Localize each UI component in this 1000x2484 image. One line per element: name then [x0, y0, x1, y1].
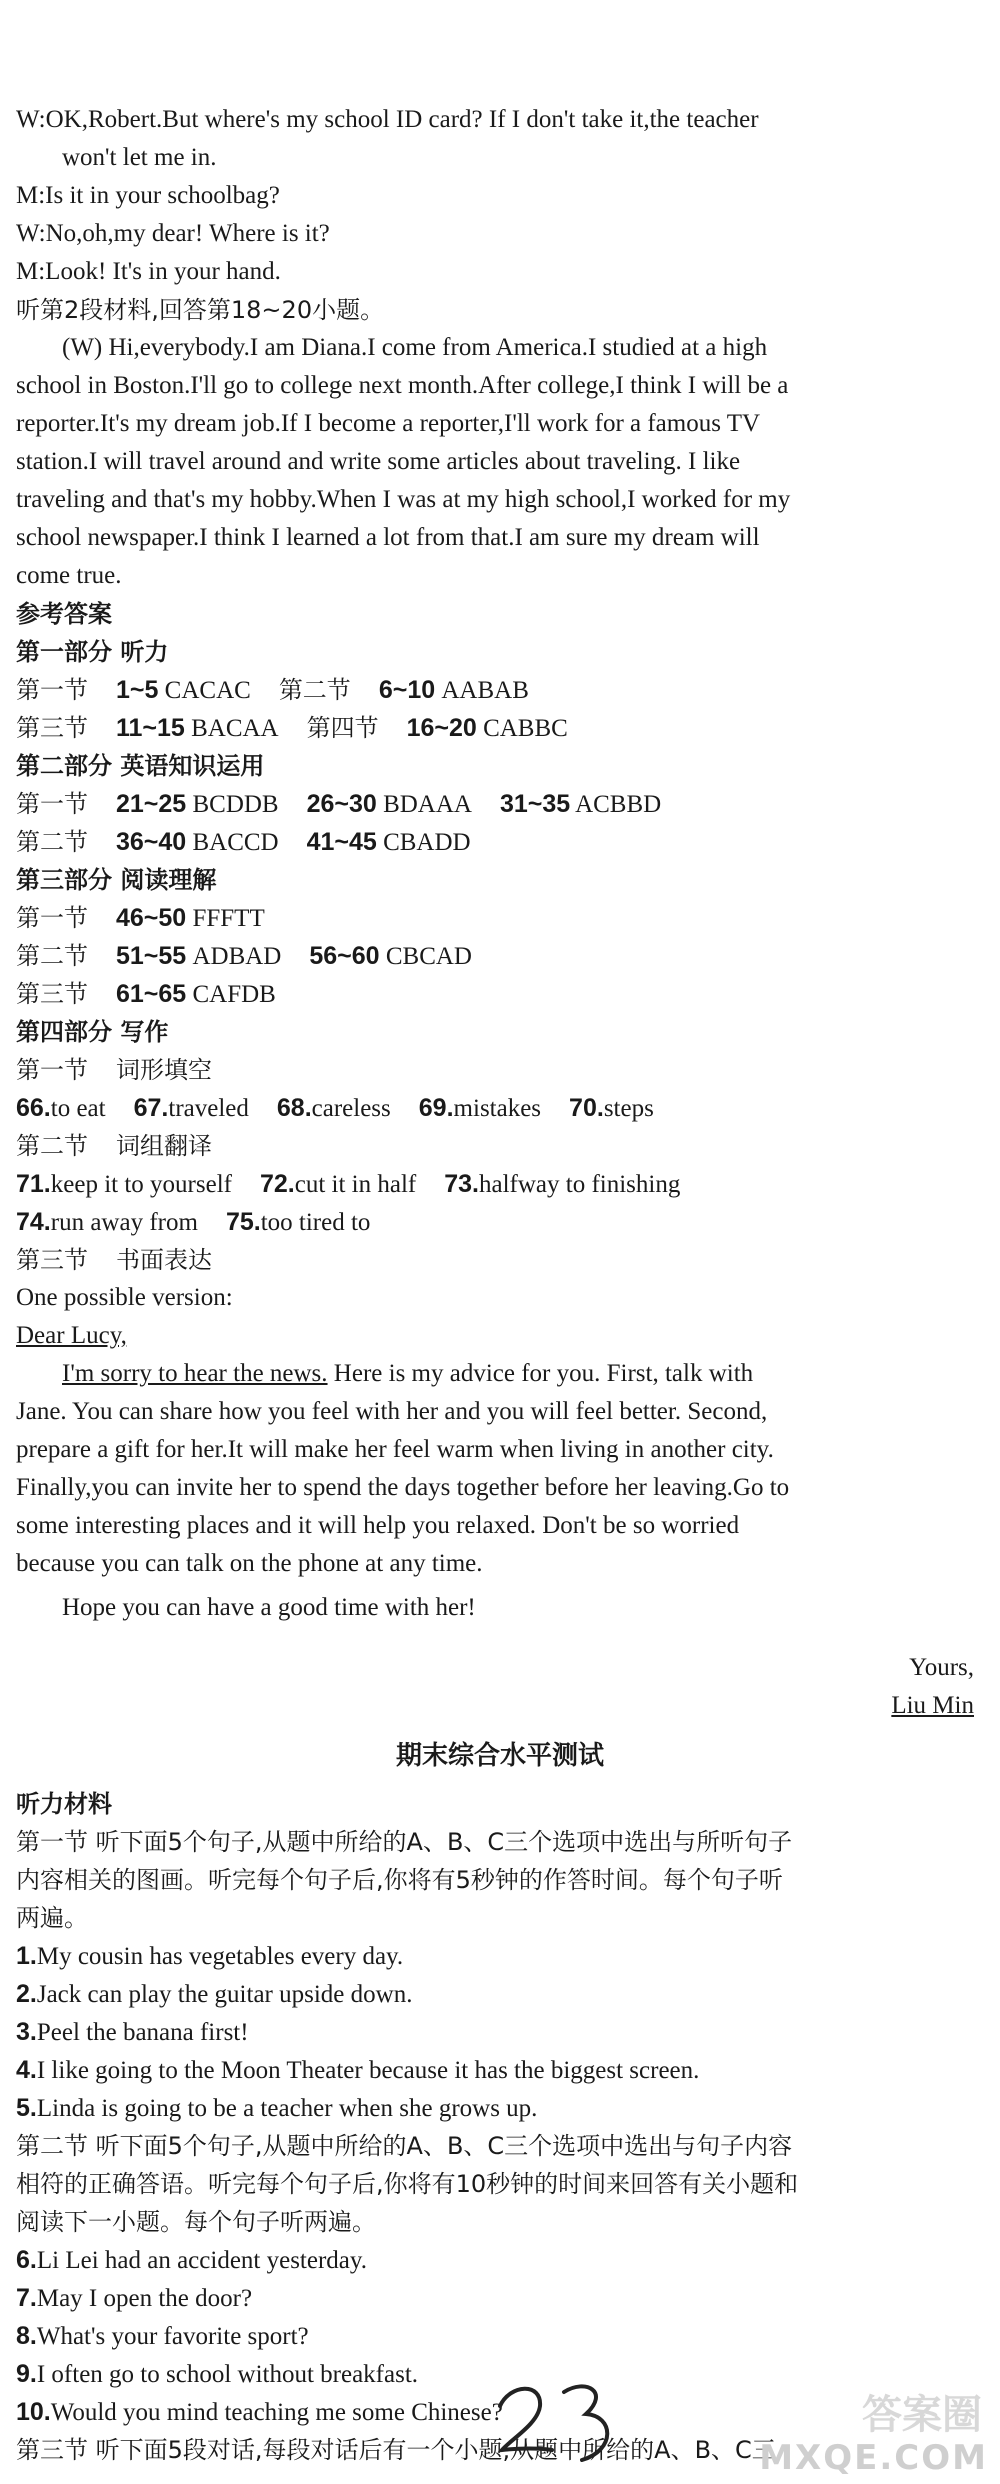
essay-line: I'm sorry to hear the news. Here is my advice for you. First, talk with: [62, 1360, 754, 1387]
essay-signature: Liu Min: [891, 1692, 974, 1719]
watermark-logo: 答案圈: [862, 2392, 982, 2438]
dialogue-line: M:Look! It's in your hand.: [16, 258, 281, 285]
instruction-line: 第一节 听下面5个句子,从题中所给的A、B、C三个选项中选出与所听句子: [16, 1828, 793, 1856]
handwritten-page-number: [490, 2370, 630, 2470]
answer-row: 74.run away from 75.too tired to: [16, 1208, 371, 1236]
instruction-line: 阅读下一小题。每个句子听两遍。: [16, 2208, 376, 2236]
dialogue-line: won't let me in.: [62, 144, 217, 171]
essay-greeting: Dear Lucy,: [16, 1322, 127, 1349]
list-item: 1.My cousin has vegetables every day.: [16, 1942, 404, 1970]
passage-line: (W) Hi,everybody.I am Diana.I come from America.I studied at a high: [62, 334, 768, 361]
section-heading: 第三节 书面表达: [16, 1246, 212, 1274]
instruction-line: 相符的正确答语。听完每个句子后,你将有10秒钟的时间来回答有关小题和: [16, 2170, 799, 2198]
passage-line: school in Boston.I'll go to college next month.After college,I think I will be a: [16, 372, 789, 399]
passage-line: station.I will travel around and write some articles about traveling. I like: [16, 448, 741, 475]
dialogue-line: M:Is it in your schoolbag?: [16, 182, 280, 209]
answer-row: 第三节 61~65 CAFDB: [16, 980, 276, 1008]
watermark-text: MXQE.COM: [759, 2438, 988, 2478]
answer-row: 第一节 1~5 CACAC 第二节 6~10 AABAB: [16, 676, 529, 704]
answer-row: 第二节 36~40 BACCD 41~45 CBADD: [16, 828, 471, 856]
dialogue-line: W:OK,Robert.But where's my school ID card? If I don't take it,the teacher: [16, 106, 759, 133]
passage-line: reporter.It's my dream job.If I become a reporter,I'll work for a famous TV: [16, 410, 761, 437]
answer-row: 71.keep it to yourself 72.cut it in half 73.halfway to finishing: [16, 1170, 681, 1198]
passage-line: traveling and that's my hobby.When I was at my high school,I worked for my: [16, 486, 791, 513]
part-heading: 第一部分 听力: [16, 638, 169, 666]
answer-row: 第二节 51~55 ADBAD 56~60 CBCAD: [16, 942, 472, 970]
part-heading: 第三部分 阅读理解: [16, 866, 217, 894]
essay-closing: Yours,: [909, 1654, 974, 1681]
instruction-line: 第二节 听下面5个句子,从题中所给的A、B、C三个选项中选出与句子内容: [16, 2132, 793, 2160]
list-item: 7.May I open the door?: [16, 2284, 253, 2312]
list-item: 10.Would you mind teaching me some Chinese?: [16, 2398, 503, 2426]
instruction-line: 两遍。: [16, 1904, 88, 1932]
dialogue-line: W:No,oh,my dear! Where is it?: [16, 220, 330, 247]
essay-line: prepare a gift for her.It will make her feel warm when living in another city.: [16, 1436, 774, 1463]
section-heading: 第一节 词形填空: [16, 1056, 212, 1084]
instruction-line: 听第2段材料,回答第18~20小题。: [16, 296, 385, 324]
essay-line: Jane. You can share how you feel with her and you will feel better. Second,: [16, 1398, 768, 1425]
essay-line: some interesting places and it will help you relaxed. Don't be so worried: [16, 1512, 740, 1539]
answers-title: 参考答案: [16, 600, 112, 628]
list-item: 2.Jack can play the guitar upside down.: [16, 1980, 413, 2008]
list-item: 4.I like going to the Moon Theater because it has the biggest screen.: [16, 2056, 700, 2084]
instruction-line: 内容相关的图画。听完每个句子后,你将有5秒钟的作答时间。每个句子听: [16, 1866, 783, 1894]
answer-row: 第一节 46~50 FFFTT: [16, 904, 265, 932]
list-item: 8.What's your favorite sport?: [16, 2322, 309, 2350]
passage-line: come true.: [16, 562, 122, 589]
material-heading: 听力材料: [16, 1790, 112, 1818]
part-heading: 第二部分 英语知识运用: [16, 752, 265, 780]
essay-line: Finally,you can invite her to spend the days together before her leaving.Go to: [16, 1474, 790, 1501]
answer-row: 第一节 21~25 BCDDB 26~30 BDAAA 31~35 ACBBD: [16, 790, 662, 818]
essay-line: Hope you can have a good time with her!: [62, 1594, 476, 1621]
list-item: 6.Li Lei had an accident yesterday.: [16, 2246, 368, 2274]
list-item: 5.Linda is going to be a teacher when she grows up.: [16, 2094, 538, 2122]
instruction-line: 第三节 听下面5段对话,每段对话后有一个小题,从题中所给的A、B、C三: [16, 2436, 776, 2464]
answer-row: 66.to eat 67.traveled 68.careless 69.mistakes 70.steps: [16, 1094, 654, 1122]
answer-row: 第三节 11~15 BACAA 第四节 16~20 CABBC: [16, 714, 568, 742]
essay-line: because you can talk on the phone at any time.: [16, 1550, 483, 1577]
essay-version: One possible version:: [16, 1284, 233, 1311]
list-item: 9.I often go to school without breakfast.: [16, 2360, 419, 2388]
passage-line: school newspaper.I think I learned a lot from that.I am sure my dream will: [16, 524, 760, 551]
test-title: 期末综合水平测试: [395, 1741, 604, 1771]
part-heading: 第四部分 写作: [16, 1018, 169, 1046]
section-heading: 第二节 词组翻译: [16, 1132, 212, 1160]
list-item: 3.Peel the banana first!: [16, 2018, 249, 2046]
